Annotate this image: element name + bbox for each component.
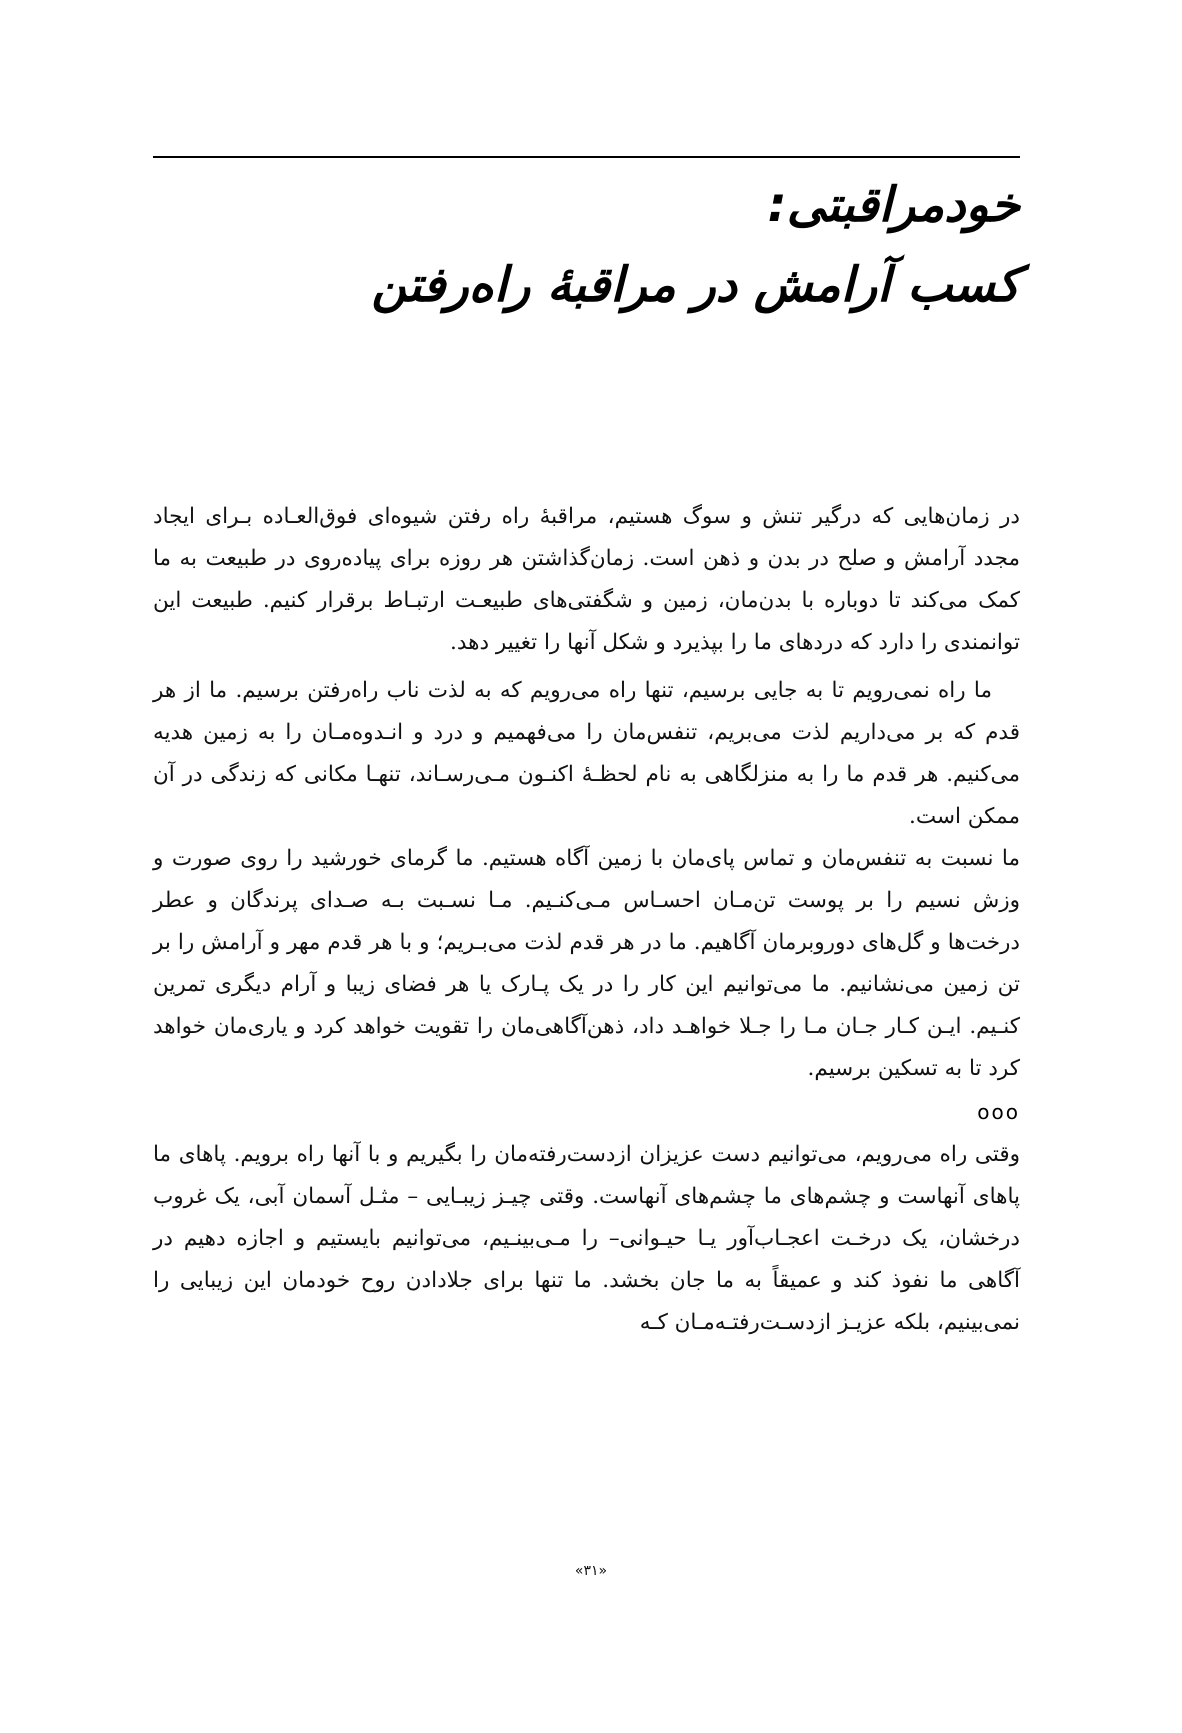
section-separator: ooo xyxy=(977,1100,1020,1124)
paragraph-4: وقتی راه می‌رویم، می‌توانیم دست عزیزان ازدست‌رفته‌مان را بگیریم و با آنها راه برویم. پاهای ما پاهای آنهاست و چشم‌های ما چشم‌های آنهاست. وقتی چیـز زیبـایی – مثـل آسمان آبی، یک غروب درخشان، یک درخـت اعجـاب‌آور یـا حیـوانی– را مـی‌بینـیم، می‌توانیم بایستیم و اجازه دهیم در آگاهی ما نفوذ کند و عمیقاً به ما جان بخشد. ما تنها برای جلادادن روح خودمان این زیبایی را نمی‌بینیم، بلکه عزیـز ازدسـت‌رفتـه‌مـان کـه xyxy=(153,1142,1020,1335)
paragraph-3: ما نسبت به تنفس‌مان و تماس پای‌مان با زمین آگاه هستیم. ما گرمای خورشید را روی صورت و وزش نسیم را بر پوست تن‌مـان احسـاس مـی‌کنـیم. مـا نسـبت بـه صـدای پرندگان و عطر درخت‌ها و گل‌های دوروبرمان آگاهیم. ما در هر قدم لذت می‌بـریم؛ و با هر قدم مهر و آرامش را بر تن زمین می‌نشانیم. ما می‌توانیم این کار را در یک پـارک یا هر فضای زیبا و آرام دیگری تمرین کنـیم. ایـن کـار جـان مـا را جـلا خواهـد داد، ذهن‌آگاهی‌مان را تقویت خواهد کرد و یاری‌مان خواهد کرد تا به تسکین برسیم. xyxy=(153,846,1020,1081)
paragraph-2: ما راه نمی‌رویم تا به جایی برسیم، تنها راه می‌رویم که به لذت ناب راه‌رفتن برسیم. ما از هر قدم که بر می‌داریم لذت می‌بریم، تنفس‌مان را می‌فهمیم و درد و انـدوه‌مـان را به زمین هدیه می‌کنیم. هر قدم ما را به منزلگاهی به نام لحظـۀ اکنـون مـی‌رسـاند، تنهـا مکانی که زندگی در آن ممکن است. xyxy=(153,678,1020,829)
chapter-title-line-1: خودمراقبتی: xyxy=(767,177,1020,233)
header-rule xyxy=(153,156,1020,158)
paragraph-1: در زمان‌هایی که درگیر تنش و سوگ هستیم، مراقبۀ راه رفتن شیوه‌ای فوق‌العـاده بـرای ایجاد مجدد آرامش و صلح در بدن و ذهن است. زمان‌گذاشتن هر روزه برای پیاده‌روی در طبیعت به ما کمک می‌کند تا دوباره با بدن‌مان، زمین و شگفتی‌های طبیعـت ارتبـاط برقرار کنیم. طبیعت این توانمندی را دارد که دردهای ما را بپذیرد و شکل آنها را تغییر دهد. xyxy=(153,504,1020,655)
page-number: «۳۱» xyxy=(574,1563,608,1579)
chapter-title-line-2: کسب آرامش در مراقبۀ راه‌رفتن xyxy=(371,257,1020,313)
chapter-title xyxy=(153,165,1020,325)
body-text xyxy=(153,496,1020,1344)
